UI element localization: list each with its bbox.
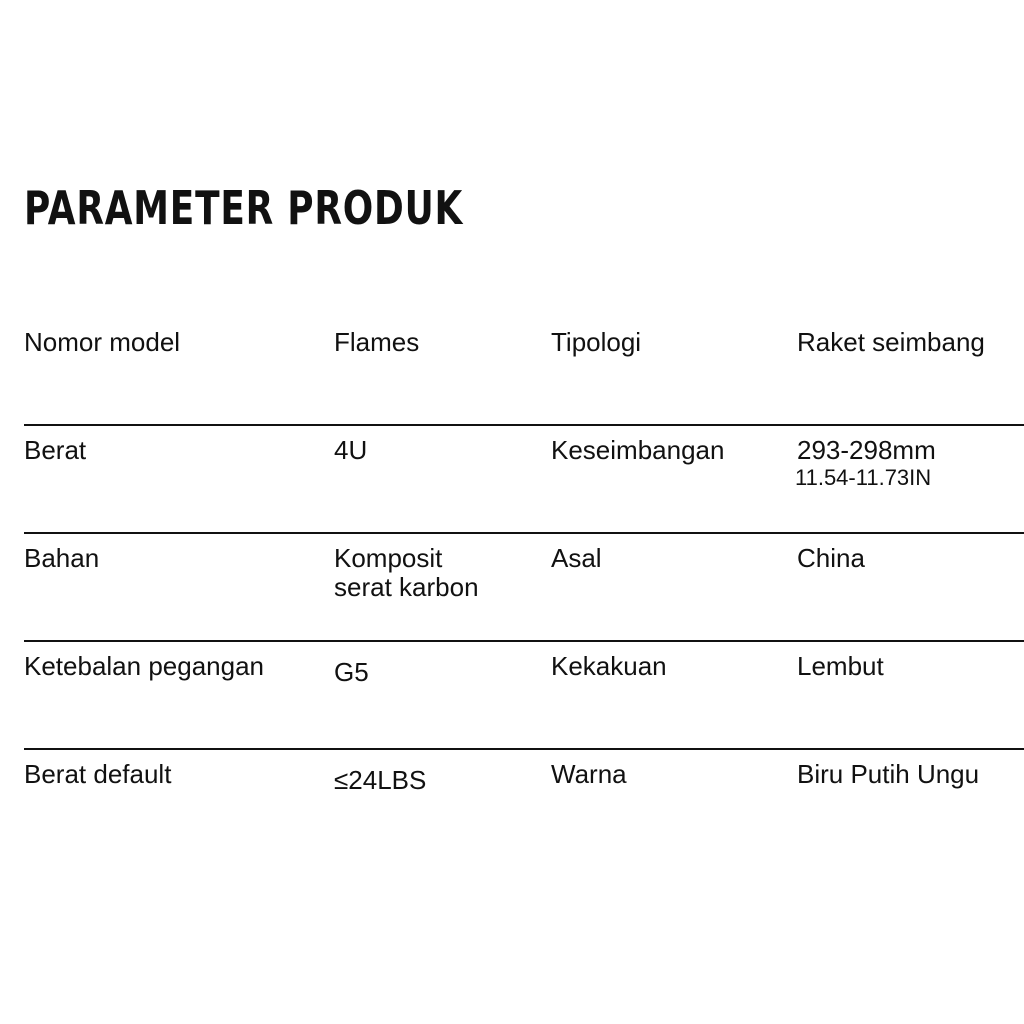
spec-value: ≤24LBS xyxy=(334,765,427,795)
spec-label: Warna xyxy=(551,759,627,789)
balance-mm: 293-298mm xyxy=(797,435,936,465)
spec-value: G5 xyxy=(334,657,369,687)
spec-label: Berat xyxy=(24,435,87,465)
spec-value: 4U xyxy=(334,435,368,465)
balance-inch: 11.54-11.73IN xyxy=(795,465,932,490)
spec-row-grip xyxy=(24,642,1024,750)
spec-row-tension xyxy=(24,750,1024,858)
spec-label: Bahan xyxy=(24,543,100,573)
spec-value: Flames xyxy=(334,327,420,357)
spec-label: Ketebalan pegangan xyxy=(24,651,265,681)
spec-label: Asal xyxy=(551,543,602,573)
spec-value: Biru Putih Ungu xyxy=(797,759,980,789)
spec-value-material xyxy=(334,544,479,602)
spec-value-balance xyxy=(797,436,936,491)
spec-value: China xyxy=(797,543,865,573)
page-title: PARAMETER PRODUK xyxy=(24,181,464,235)
spec-label: Tipologi xyxy=(551,327,642,357)
material-line: serat karbon xyxy=(334,572,479,602)
spec-row-weight xyxy=(24,426,1024,534)
spec-label: Nomor model xyxy=(24,327,181,357)
spec-label: Keseimbangan xyxy=(551,435,725,465)
spec-label: Kekakuan xyxy=(551,651,667,681)
spec-table xyxy=(24,318,1024,858)
spec-row-material xyxy=(24,534,1024,642)
material-line: Komposit xyxy=(334,543,443,573)
spec-label: Berat default xyxy=(24,759,172,789)
spec-value: Lembut xyxy=(797,651,884,681)
spec-value: Raket seimbang xyxy=(797,327,985,357)
spec-row-model xyxy=(24,318,1024,426)
